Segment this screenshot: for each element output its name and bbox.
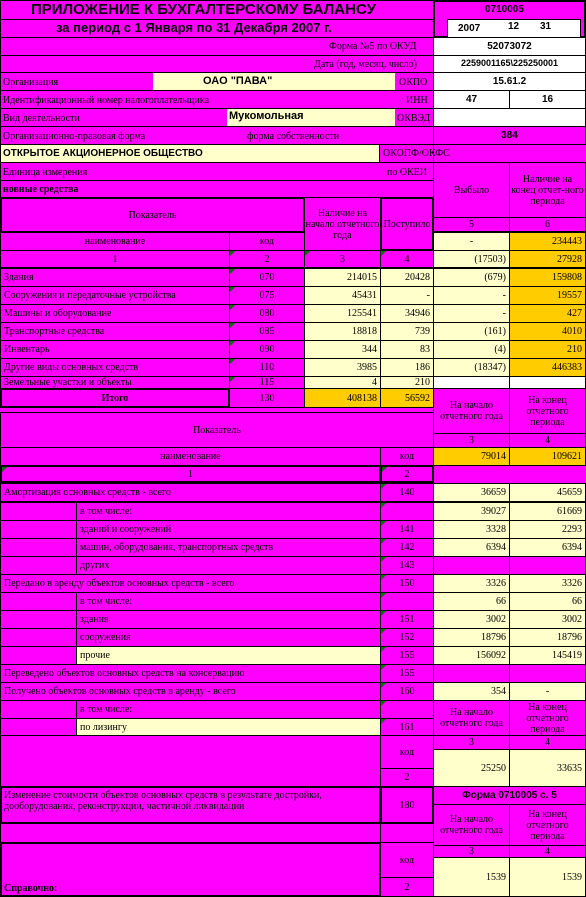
s2-row-code: 155 <box>380 646 434 665</box>
s2-row-name: Переведено объектов основных средств на консервацию <box>0 664 381 683</box>
date-label-row <box>0 55 434 73</box>
change-blank <box>0 823 381 843</box>
s1-row-code: 070 <box>229 268 305 287</box>
s2-row-name: Получено объектов основных средств в аренду - всего <box>0 682 381 701</box>
s1-row-code: 080 <box>229 304 305 323</box>
s2-row-name: Амортизация основных средств - всего <box>0 483 381 502</box>
form-ref: Форма 0710005 с. 5 <box>433 786 586 805</box>
s2-col-name: наименование <box>0 447 381 466</box>
s1-col-indicator: Показатель <box>0 197 305 233</box>
change-code: 180 <box>380 786 434 824</box>
s1-col-name: наименование <box>0 232 230 251</box>
s2-row-end <box>509 556 586 575</box>
s2-row-name: Передано в аренду объектов основных средств - всего <box>0 574 381 593</box>
s2-row-indent <box>0 556 77 575</box>
s1-row-received: 20428 <box>380 268 434 287</box>
legal-form-value-row <box>0 144 380 163</box>
s2-row-name: в том числе: <box>76 592 381 611</box>
s2-row-name: прочие <box>76 646 381 665</box>
s2-row-indent <box>0 628 77 647</box>
s1-row-start: 18818 <box>304 322 381 341</box>
s2-row-code: 155 <box>380 664 434 683</box>
last-end-text: На конец отчетного периода <box>526 808 569 842</box>
last-n2: 2 <box>380 877 434 897</box>
s2-head-end: 109621 <box>509 447 586 466</box>
s2-row-code <box>380 502 434 521</box>
s1-row-start: 214015 <box>304 268 381 287</box>
period-title: за период с 1 Января по 31 Декабря 2007 г. <box>56 20 332 35</box>
reference-label: Справочно: <box>4 883 58 894</box>
lh-v-end: 33635 <box>509 749 586 787</box>
unit-row <box>0 162 434 181</box>
okei-value: 384 <box>433 126 586 145</box>
activity-value: Мукомольная <box>229 110 304 122</box>
lh-left-block <box>0 735 381 787</box>
s1-col-5: 5 <box>433 217 510 232</box>
s2-row-name: в том числе: <box>76 700 381 719</box>
s1-row-received: 34946 <box>380 304 434 323</box>
s2-row-code: 152 <box>380 628 434 647</box>
form-code: 0710005 <box>485 4 524 15</box>
last-left-block <box>0 842 381 897</box>
s1-row-disposed: (161) <box>433 322 510 341</box>
s1-row0-disposed: (17503) <box>433 250 510 268</box>
s1-col-disposed-text: Выбыло <box>453 184 490 196</box>
blank-cell-1 <box>433 108 586 127</box>
s1-num-3: 3 <box>304 250 381 268</box>
s2-row-end: 2293 <box>509 520 586 539</box>
last-v-end: 1539 <box>509 857 586 897</box>
s1-col-6: 6 <box>509 217 586 232</box>
inn-row <box>0 90 434 109</box>
okpo-value: 52073072 <box>433 37 586 56</box>
s1-row-disposed: - <box>433 286 510 305</box>
activity-row <box>0 108 434 127</box>
s1-total-start: 408138 <box>304 388 381 408</box>
activity-value-box <box>227 109 395 126</box>
s2-row-start <box>433 664 510 683</box>
s2-row-indent <box>0 700 77 719</box>
s2-col-3: 3 <box>433 433 510 448</box>
s2-row-end <box>509 664 586 683</box>
s1-row-disposed: (18347) <box>433 358 510 377</box>
s2-row-indent <box>0 646 77 665</box>
s1-row-name: Транспортные средства <box>0 322 230 341</box>
s2-row-indent <box>0 538 77 557</box>
s1-row-disposed: (4) <box>433 340 510 359</box>
s1-row-end: 4010 <box>509 322 586 341</box>
org-row <box>0 72 434 91</box>
s1-col-start-text: Наличие на начало отчетного года <box>305 207 380 241</box>
s1-col-disposed <box>433 162 510 218</box>
lh-n3: 3 <box>433 735 510 750</box>
s2-row-code: 160 <box>380 682 434 701</box>
okpo-label: ОКПО <box>399 77 428 88</box>
s2-row-start: 3326 <box>433 574 510 593</box>
s2-row-name: зданий и сооружений <box>76 520 381 539</box>
change-code-blank <box>380 823 434 843</box>
s1-row-end: 210 <box>509 340 586 359</box>
form-code-cell <box>433 0 586 38</box>
org-name <box>153 73 395 90</box>
okved-label: ОКВЭД <box>397 113 431 124</box>
page-title: ПРИЛОЖЕНИЕ К БУХГАЛТЕРСКОМУ БАЛАНСУ <box>31 1 376 18</box>
s1-num-4: 4 <box>380 250 434 268</box>
s2-row-code: 141 <box>380 520 434 539</box>
s2-row-start: 39027 <box>433 502 510 521</box>
s1-col-start <box>304 197 381 251</box>
s2-row-start <box>433 556 510 575</box>
s2-col-end <box>509 388 586 434</box>
s1-col-end-text: Наличие на конец отчет-ного периода <box>511 173 584 207</box>
s2-row-end: 3326 <box>509 574 586 593</box>
s2-row-name: здания <box>76 610 381 629</box>
s1-row-end: 159808 <box>509 268 586 287</box>
date-year: 2007 <box>458 23 481 34</box>
s1-row-received: 210 <box>380 376 434 389</box>
inn-kpp-value: 2259001165\225250001 <box>433 55 586 73</box>
s2-row-indent <box>0 502 77 521</box>
last-code: код <box>380 842 434 878</box>
s1-col-code: код <box>229 232 305 251</box>
last-n3: 3 <box>433 845 510 858</box>
s2-row-name: по лизингу <box>76 718 381 737</box>
s2-col-code: код <box>380 447 434 466</box>
okved-value: 15.61.2 <box>433 72 586 91</box>
s2-row-end: 61669 <box>509 502 586 521</box>
s2-row-code: 142 <box>380 538 434 557</box>
s1-row-end: 19557 <box>509 286 586 305</box>
s2-row-start: 66 <box>433 592 510 611</box>
s1-row-start: 45431 <box>304 286 381 305</box>
s2-row-end: 45659 <box>509 483 586 502</box>
ownership-label: форма собственности <box>247 131 340 142</box>
section1-title-row <box>0 180 434 198</box>
s1-row-disposed: (679) <box>433 268 510 287</box>
lh-end <box>509 700 586 736</box>
last-start-text: На начало отчетного года <box>440 814 503 836</box>
inn-label: Идентификационный номер налогоплательщика <box>3 95 210 106</box>
s1-row-start: 3985 <box>304 358 381 377</box>
s2-row-indent <box>0 610 77 629</box>
org-name-text: ОАО "ПАВА" <box>203 75 273 87</box>
s1-row-end: 446383 <box>509 358 586 377</box>
s1-row-code: 085 <box>229 322 305 341</box>
s2-row-name: машин, оборудования, транспортных средств <box>76 538 381 557</box>
s2-row-start: 354 <box>433 682 510 701</box>
s2-head-start: 79014 <box>433 447 510 466</box>
opf-code: 47 <box>433 90 510 109</box>
s2-num-1: 1 <box>0 465 381 483</box>
s2-row-end: 3002 <box>509 610 586 629</box>
s1-col-received: Поступило <box>380 197 434 251</box>
section1-title: новные средства <box>3 184 79 195</box>
s1-num-1: 1 <box>0 250 230 268</box>
last-start <box>433 804 510 846</box>
date-day: 31 <box>540 21 552 32</box>
date-label: Дата (год, месяц, число) <box>314 59 417 70</box>
last-v-start: 1539 <box>433 857 510 897</box>
s2-row-code: 161 <box>380 718 434 737</box>
s1-row-code: 110 <box>229 358 305 377</box>
s2-col-start <box>433 388 510 434</box>
s1-top-disposed: - <box>433 232 510 251</box>
s2-row-end: 18796 <box>509 628 586 647</box>
s1-row-name: Здания <box>0 268 230 287</box>
s1-row-disposed: - <box>433 304 510 323</box>
s2-row-start: 156092 <box>433 646 510 665</box>
s1-col-end <box>509 162 586 218</box>
s2-row-end: 6394 <box>509 538 586 557</box>
legal-form-label: Организационно-правовая форма <box>3 131 146 142</box>
s2-row-indent <box>0 520 77 539</box>
s1-row-code: 115 <box>229 376 305 389</box>
s2-row-start: 18796 <box>433 628 510 647</box>
s2-row-code: 151 <box>380 610 434 629</box>
s1-row0-end: 27928 <box>509 250 586 268</box>
lh-code: код <box>380 735 434 769</box>
s2-col-indicator: Показатель <box>0 412 434 448</box>
date-box <box>447 19 581 39</box>
activity-label: Вид деятельности <box>3 113 80 124</box>
ofs-code: 16 <box>509 90 586 109</box>
s1-row-received: 186 <box>380 358 434 377</box>
s2-row-end: 66 <box>509 592 586 611</box>
s2-row-name: в том числе: <box>76 502 381 521</box>
lh-n4: 4 <box>509 735 586 750</box>
s1-row-name: Машины и оборудование <box>0 304 230 323</box>
s1-row-received: 83 <box>380 340 434 359</box>
s2-row-name: сооружения <box>76 628 381 647</box>
change-text-cell <box>0 786 381 824</box>
lh-end-text: На конец отчетного периода <box>526 701 569 735</box>
s1-total-code: 130 <box>229 388 305 408</box>
lh-start <box>433 700 510 736</box>
lh-v-start: 25250 <box>433 749 510 787</box>
s2-row-code: 150 <box>380 574 434 593</box>
inn-tag: ИНН <box>406 95 428 106</box>
last-n4: 4 <box>509 845 586 858</box>
s2-row-code <box>380 592 434 611</box>
s2-row-start: 3002 <box>433 610 510 629</box>
s2-col-4: 4 <box>509 433 586 448</box>
s1-row-start: 344 <box>304 340 381 359</box>
date-month: 12 <box>508 21 520 32</box>
s1-row-code: 075 <box>229 286 305 305</box>
s2-row-name: других <box>76 556 381 575</box>
s2-row-start: 6394 <box>433 538 510 557</box>
s2-row-indent <box>0 592 77 611</box>
s1-row-name: Земельные участки и объекты <box>0 376 230 389</box>
s2-row-end: 145419 <box>509 646 586 665</box>
s2-num-2: 2 <box>380 465 434 483</box>
s1-top-end: 234443 <box>509 232 586 251</box>
s1-row-name: Другие виды основных средств <box>0 358 230 377</box>
lh-n2: 2 <box>380 768 434 787</box>
org-label: Организация <box>3 77 59 88</box>
s2-row-code: 140 <box>380 483 434 502</box>
title-cell <box>0 0 434 20</box>
period-cell <box>0 19 434 38</box>
last-end <box>509 804 586 846</box>
s2-col-start-text: На начало отчетного года <box>440 400 503 422</box>
unit-label: Единица измерения <box>3 167 88 178</box>
s1-row-received: - <box>380 286 434 305</box>
okud-label: Форма №5 по ОКУД <box>329 41 417 52</box>
s1-row-received: 739 <box>380 322 434 341</box>
s1-row-end: 427 <box>509 304 586 323</box>
lh-start-text: На начало отчетного года <box>440 707 503 729</box>
s1-row-start: 4 <box>304 376 381 389</box>
s1-num-2: 2 <box>229 250 305 268</box>
s2-row-code <box>380 700 434 719</box>
s1-row-code: 090 <box>229 340 305 359</box>
okei-label: по ОКЕИ <box>387 167 428 178</box>
s2-row-start: 36659 <box>433 483 510 502</box>
s2-row-code: 143 <box>380 556 434 575</box>
s1-row-name: Инвентарь <box>0 340 230 359</box>
legal-form-row <box>0 126 434 145</box>
s1-total-name: Итого <box>0 388 230 408</box>
okud-label-row <box>0 37 434 56</box>
s2-col-end-text: На конец отчетного периода <box>526 394 569 428</box>
change-text: Изменение стоимости объектов основных средств в результате достройки, дооборудования, реконструкции, частичной ликвидации <box>4 790 322 812</box>
s1-row-start: 125541 <box>304 304 381 323</box>
s1-total-received: 56592 <box>380 388 434 408</box>
okopf-label: ОКОПФ/ОКФС <box>379 144 434 163</box>
s2-row-end: - <box>509 682 586 701</box>
s2-row-start: 3328 <box>433 520 510 539</box>
legal-form-value: ОТКРЫТОЕ АКЦИОНЕРНОЕ ОБЩЕСТВО <box>3 148 203 159</box>
s1-row-name: Сооружения и передаточные устройства <box>0 286 230 305</box>
